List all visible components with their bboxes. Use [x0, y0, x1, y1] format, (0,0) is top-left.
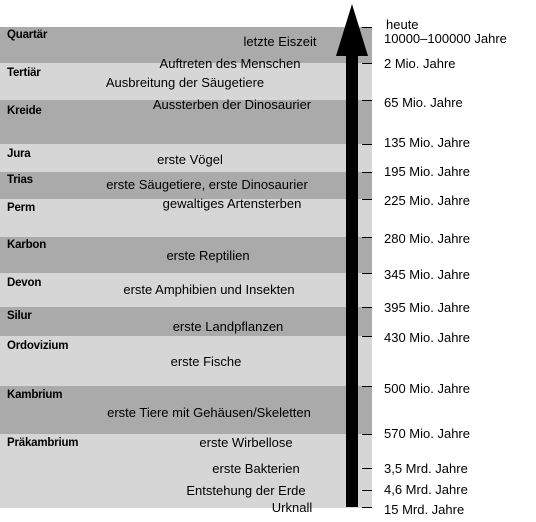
- era-name: Devon: [7, 277, 42, 289]
- event-label: erste Amphibien und Insekten: [123, 282, 295, 297]
- time-label: 500 Mio. Jahre: [384, 381, 470, 396]
- time-tick: [362, 100, 372, 101]
- time-label: 3,5 Mrd. Jahre: [384, 461, 468, 476]
- event-label: letzte Eiszeit: [243, 34, 317, 49]
- event-label: Urknall: [271, 500, 313, 515]
- time-tick: [362, 434, 372, 435]
- time-tick: [362, 27, 372, 28]
- arrow-head: [336, 4, 368, 56]
- era-name: Kreide: [7, 105, 42, 117]
- time-label: 280 Mio. Jahre: [384, 231, 470, 246]
- event-label: erste Landpflanzen: [172, 319, 284, 334]
- event-label: erste Tiere mit Gehäusen/Skeletten: [107, 405, 311, 420]
- time-tick: [362, 199, 372, 200]
- time-label: 15 Mrd. Jahre: [384, 502, 465, 517]
- time-tick: [362, 386, 372, 387]
- time-tick: [362, 490, 372, 491]
- event-label: erste Fische: [170, 354, 242, 369]
- time-label: 4,6 Mrd. Jahre: [384, 482, 468, 497]
- era-name: Präkambrium: [7, 437, 79, 449]
- era-name: Silur: [7, 310, 32, 322]
- time-label: 195 Mio. Jahre: [384, 164, 470, 179]
- era-name: Karbon: [7, 239, 47, 251]
- event-label: gewaltiges Artensterben: [162, 196, 302, 211]
- event-label: erste Bakterien: [212, 461, 300, 476]
- era-name: Trias: [7, 174, 33, 186]
- time-label: heute: [386, 17, 419, 32]
- event-label: erste Wirbellose: [199, 435, 293, 450]
- era-name: Tertiär: [7, 67, 41, 79]
- time-label: 10000–100000 Jahre: [384, 31, 507, 46]
- era-name: Perm: [7, 202, 35, 214]
- time-label: 225 Mio. Jahre: [384, 193, 470, 208]
- time-tick: [362, 307, 372, 308]
- era-name: Ordovizium: [7, 340, 69, 352]
- event-label: erste Säugetiere, erste Dinosaurier: [106, 177, 308, 192]
- time-tick: [362, 468, 372, 469]
- event-label: Auftreten des Menschen: [159, 56, 301, 71]
- time-label: 430 Mio. Jahre: [384, 330, 470, 345]
- event-label: Aussterben der Dinosaurier: [152, 97, 312, 112]
- time-label: 395 Mio. Jahre: [384, 300, 470, 315]
- era-name: Jura: [7, 148, 31, 160]
- event-label: Entstehung der Erde: [186, 483, 306, 498]
- time-label: 135 Mio. Jahre: [384, 135, 470, 150]
- time-tick: [362, 507, 372, 508]
- time-tick: [362, 63, 372, 64]
- time-tick: [362, 172, 372, 173]
- event-label: erste Vögel: [157, 152, 223, 167]
- time-tick: [362, 144, 372, 145]
- era-name: Quartär: [7, 29, 48, 41]
- arrow-shaft: [346, 52, 358, 507]
- time-tick: [362, 273, 372, 274]
- time-tick: [362, 336, 372, 337]
- time-label: 345 Mio. Jahre: [384, 267, 470, 282]
- time-label: 2 Mio. Jahre: [384, 56, 456, 71]
- time-label: 570 Mio. Jahre: [384, 426, 470, 441]
- era-name: Kambrium: [7, 389, 63, 401]
- event-label: Ausbreitung der Säugetiere: [105, 75, 265, 90]
- event-label: erste Reptilien: [166, 248, 250, 263]
- time-tick: [362, 237, 372, 238]
- time-label: 65 Mio. Jahre: [384, 95, 463, 110]
